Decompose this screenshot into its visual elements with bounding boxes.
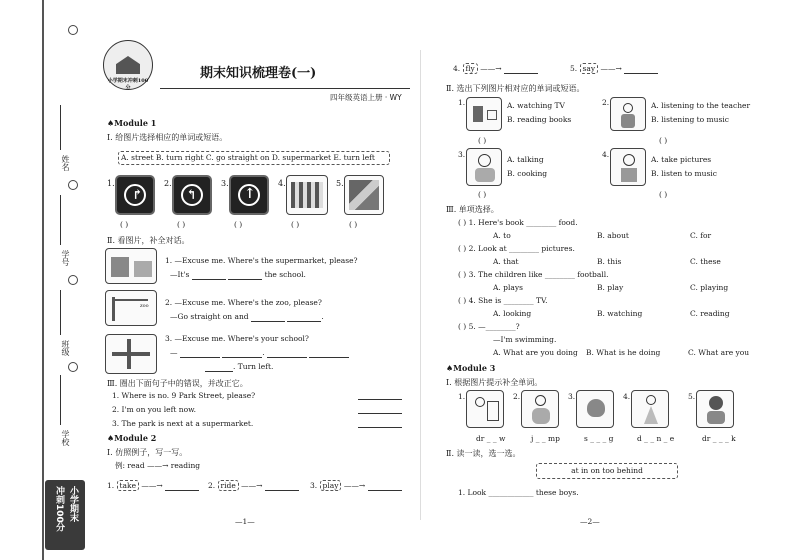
pic-sing (576, 390, 614, 428)
m1-section2-title: Ⅱ. 看图片，补全对话。 (107, 236, 190, 245)
m3-section1-title: Ⅰ. 根据图片提示补全单词。 (446, 378, 543, 387)
m3-section2-title: Ⅱ. 读一读，选一选。 (446, 449, 521, 458)
q-number: 1. (458, 98, 466, 107)
answer-paren[interactable]: ( ) (478, 190, 487, 199)
option-a: A. talking (507, 155, 544, 164)
answer-paren[interactable]: ( ) (177, 220, 186, 229)
arrow-icon: ——→ (141, 481, 163, 490)
error-item-3: 3. The park is next at a supermarket. (112, 419, 254, 428)
q-number: 4. (623, 392, 631, 401)
option-b: B. listen to music (651, 169, 717, 178)
dialog3-dash: — (170, 348, 178, 357)
q-number: 4. (278, 179, 286, 188)
option-b: B. cooking (507, 169, 548, 178)
answer-paren[interactable]: ( ) (659, 136, 668, 145)
map-picture-1 (105, 248, 157, 284)
pic-watching-tv (466, 97, 502, 131)
arrow-icon: ——→ (241, 481, 263, 490)
binding-hole-icon (68, 25, 78, 35)
page-divider (420, 50, 421, 520)
dialog3-line1: 3. —Excuse me. Where's your school? (165, 334, 309, 343)
mc-question-2: ( ) 2. Look at ________ pictures. (458, 244, 575, 253)
word-drink: dr _ _ _ k (702, 434, 736, 443)
word-draw: dr _ _ w (476, 434, 506, 443)
correction-blank[interactable] (358, 391, 402, 400)
q-number: 5. (688, 392, 696, 401)
option-b: B. listening to music (651, 115, 729, 124)
turn-left-sign (172, 175, 212, 215)
turn-left-arrow-icon: ↰ (186, 188, 197, 203)
word-play: play (320, 480, 342, 491)
q-number: 4. (453, 64, 461, 73)
mc-option: B. watching (597, 309, 643, 318)
m1-options-box: A. street B. turn right C. go straight on D. supermarket E. turn left (118, 151, 390, 165)
option-a: A. take pictures (651, 155, 712, 164)
m2-section1-title: Ⅰ. 仿照例子，写一写。 (107, 448, 188, 457)
spade-icon: ♠ (446, 363, 454, 373)
q-number: 1. (107, 179, 115, 188)
school-line (60, 375, 61, 425)
title-rule (160, 88, 410, 89)
mc-option: A. that (493, 257, 519, 266)
student-id-label: 学号 (61, 250, 70, 266)
m1-section1-title: Ⅰ. 给图片选择相应的单词或短语。 (107, 133, 228, 142)
arrow-icon: ——→ (343, 481, 366, 490)
map-picture-2 (105, 290, 157, 326)
q-number: 3. (568, 392, 576, 401)
q-number: 2. (164, 179, 172, 188)
option-b: B. reading books (507, 115, 572, 124)
correction-blank[interactable] (358, 405, 402, 414)
answer-paren[interactable]: ( ) (291, 220, 300, 229)
answer-blank[interactable] (192, 271, 226, 280)
module3-heading: ♠Module 3 (446, 363, 496, 373)
answer-blank[interactable] (504, 65, 538, 74)
q-number: 1. (107, 481, 115, 490)
mc-option: C. reading (690, 309, 730, 318)
error-item-2: 2. I'm on you left now. (112, 405, 197, 414)
answer-blank[interactable] (309, 349, 349, 358)
q-number: 2. (513, 392, 521, 401)
answer-blank[interactable] (180, 349, 220, 358)
answer-blank[interactable] (368, 482, 402, 491)
answer-blank[interactable] (267, 349, 307, 358)
mc-question-4: ( ) 4. She is ________ TV. (458, 296, 548, 305)
answer-paren[interactable]: ( ) (120, 220, 129, 229)
pic-jump (521, 390, 559, 428)
mc-option: A. plays (493, 283, 523, 292)
arrow-icon: ——→ (600, 64, 622, 73)
dialog1-line2-end: the school. (264, 270, 306, 279)
dialog3-line3: . Turn left. (233, 362, 274, 371)
m1-section3-title: Ⅲ. 圈出下面句子中的错误，并改正它。 (107, 379, 248, 388)
class-label: 班级 (61, 340, 70, 356)
answer-blank[interactable] (205, 363, 233, 372)
mc-option: C. these (690, 257, 721, 266)
supermarket-picture (286, 175, 328, 215)
answer-blank[interactable] (222, 349, 262, 358)
word-jump: j _ _ mp (531, 434, 560, 443)
mc-option: B. about (597, 231, 629, 240)
word-bank: at in on too behind (536, 463, 678, 479)
school-label: 学校 (61, 430, 70, 446)
dialog1-line1: 1. —Excuse me. Where's the supermarket, please? (165, 256, 358, 265)
class-line (60, 290, 61, 335)
answer-blank[interactable] (228, 271, 262, 280)
mc-option: C. for (690, 231, 712, 240)
dialog1-line2-start: —It's (170, 270, 190, 279)
option-a: A. listening to the teacher (651, 101, 751, 110)
binding-sidebar (0, 0, 95, 560)
q-number: 5. (570, 64, 578, 73)
answer-blank[interactable] (251, 313, 285, 322)
word-fly: fly (463, 63, 478, 74)
word-sing: s _ _ _ g (584, 434, 614, 443)
word-say: say (580, 63, 599, 74)
answer-blank[interactable] (165, 482, 199, 491)
q-number: 2. (208, 481, 216, 490)
pic-take-pictures (610, 148, 646, 186)
binding-line (42, 0, 44, 560)
m2-section2-title: Ⅱ. 选出下列图片相对应的单词或短语。 (446, 84, 585, 93)
zoo-map-label: zoo (140, 303, 149, 309)
street-picture (344, 175, 384, 215)
pic-dance (631, 390, 669, 428)
answer-paren[interactable]: ( ) (659, 190, 668, 199)
word-ride: ride (218, 480, 239, 491)
page-number-2: —2— (580, 517, 600, 526)
q-number: 2. (602, 98, 610, 107)
dialog2-line2-end: . (321, 312, 324, 321)
mc-option: C. What are you (688, 348, 750, 357)
arrow-icon: ——→ (480, 64, 502, 73)
dialog2-line1: 2. —Excuse me. Where's the zoo, please? (165, 298, 322, 307)
mc-option: A. looking (493, 309, 532, 318)
mc-question-1: ( ) 1. Here's book ________ food. (458, 218, 578, 227)
dialog2-line2-start: —Go straight on and (170, 312, 249, 321)
house-icon (116, 56, 140, 74)
mc-option: C. playing (690, 283, 729, 292)
pic-cooking (466, 148, 502, 186)
answer-paren[interactable]: ( ) (234, 220, 243, 229)
map-picture-3 (105, 334, 157, 374)
answer-paren[interactable]: ( ) (478, 136, 487, 145)
page-title: 期末知识梳理卷(一) (200, 66, 317, 81)
mc-option: A. to (493, 231, 511, 240)
m2-example: 例: read ——→ reading (115, 461, 201, 470)
q-number: 4. (602, 150, 610, 159)
mc-option: B. What is he doing (586, 348, 661, 357)
q-number: 3. (458, 150, 466, 159)
page-subtitle: 四年级英语上册 · WY (330, 93, 402, 102)
logo-badge: 小学期末 冲刺100分 (45, 480, 85, 550)
straight-on-sign (229, 175, 269, 215)
binding-hole-icon (68, 275, 78, 285)
word-take: take (117, 480, 139, 491)
pic-drink (696, 390, 734, 428)
error-item-1: 1. Where is no. 9 Park Street, please? (112, 391, 256, 400)
m2-section3-title: Ⅲ. 单项选择。 (446, 205, 499, 214)
module1-heading: ♠Module 1 (107, 118, 157, 128)
mc-option: B. this (597, 257, 622, 266)
binding-hole-icon (68, 180, 78, 190)
module2-heading: ♠Module 2 (107, 433, 157, 443)
option-a: A. watching TV (507, 101, 565, 110)
word-dance: d _ _ n _ e (637, 434, 675, 443)
name-line (60, 105, 61, 150)
up-arrow-icon: ↑ (244, 186, 256, 202)
q-number: 3. (310, 481, 318, 490)
turn-right-sign (115, 175, 155, 215)
seal-text: 小学期末冲刺100分 (107, 78, 149, 91)
turn-right-arrow-icon: ↱ (132, 188, 143, 203)
page-number-1: —1— (235, 517, 255, 526)
name-label: 姓名 (61, 155, 70, 171)
mc-option: B. play (597, 283, 624, 292)
mc-question-3: ( ) 3. The children like ________ football. (458, 270, 609, 279)
student-id-line (60, 195, 61, 245)
q-number: 1. (458, 392, 466, 401)
q-number: 3. (221, 179, 229, 188)
answer-paren[interactable]: ( ) (349, 220, 358, 229)
spade-icon: ♠ (107, 433, 115, 443)
q-number: 5. (336, 179, 344, 188)
binding-hole-icon (68, 362, 78, 372)
answer-blank[interactable] (287, 312, 324, 322)
correction-blank[interactable] (358, 419, 402, 428)
answer-blank[interactable] (624, 65, 658, 74)
read-choose-q1: 1. Look ____________ these boys. (458, 488, 579, 497)
answer-blank[interactable] (265, 482, 299, 491)
seal-icon (103, 40, 153, 90)
mc5-reply: —I'm swimming. (493, 335, 557, 344)
pic-draw (466, 390, 504, 428)
mc-option: A. What are you doing (493, 348, 578, 357)
mc-question-5: ( ) 5. —________? (458, 322, 520, 331)
spade-icon: ♠ (107, 118, 115, 128)
pic-listening (610, 97, 646, 131)
